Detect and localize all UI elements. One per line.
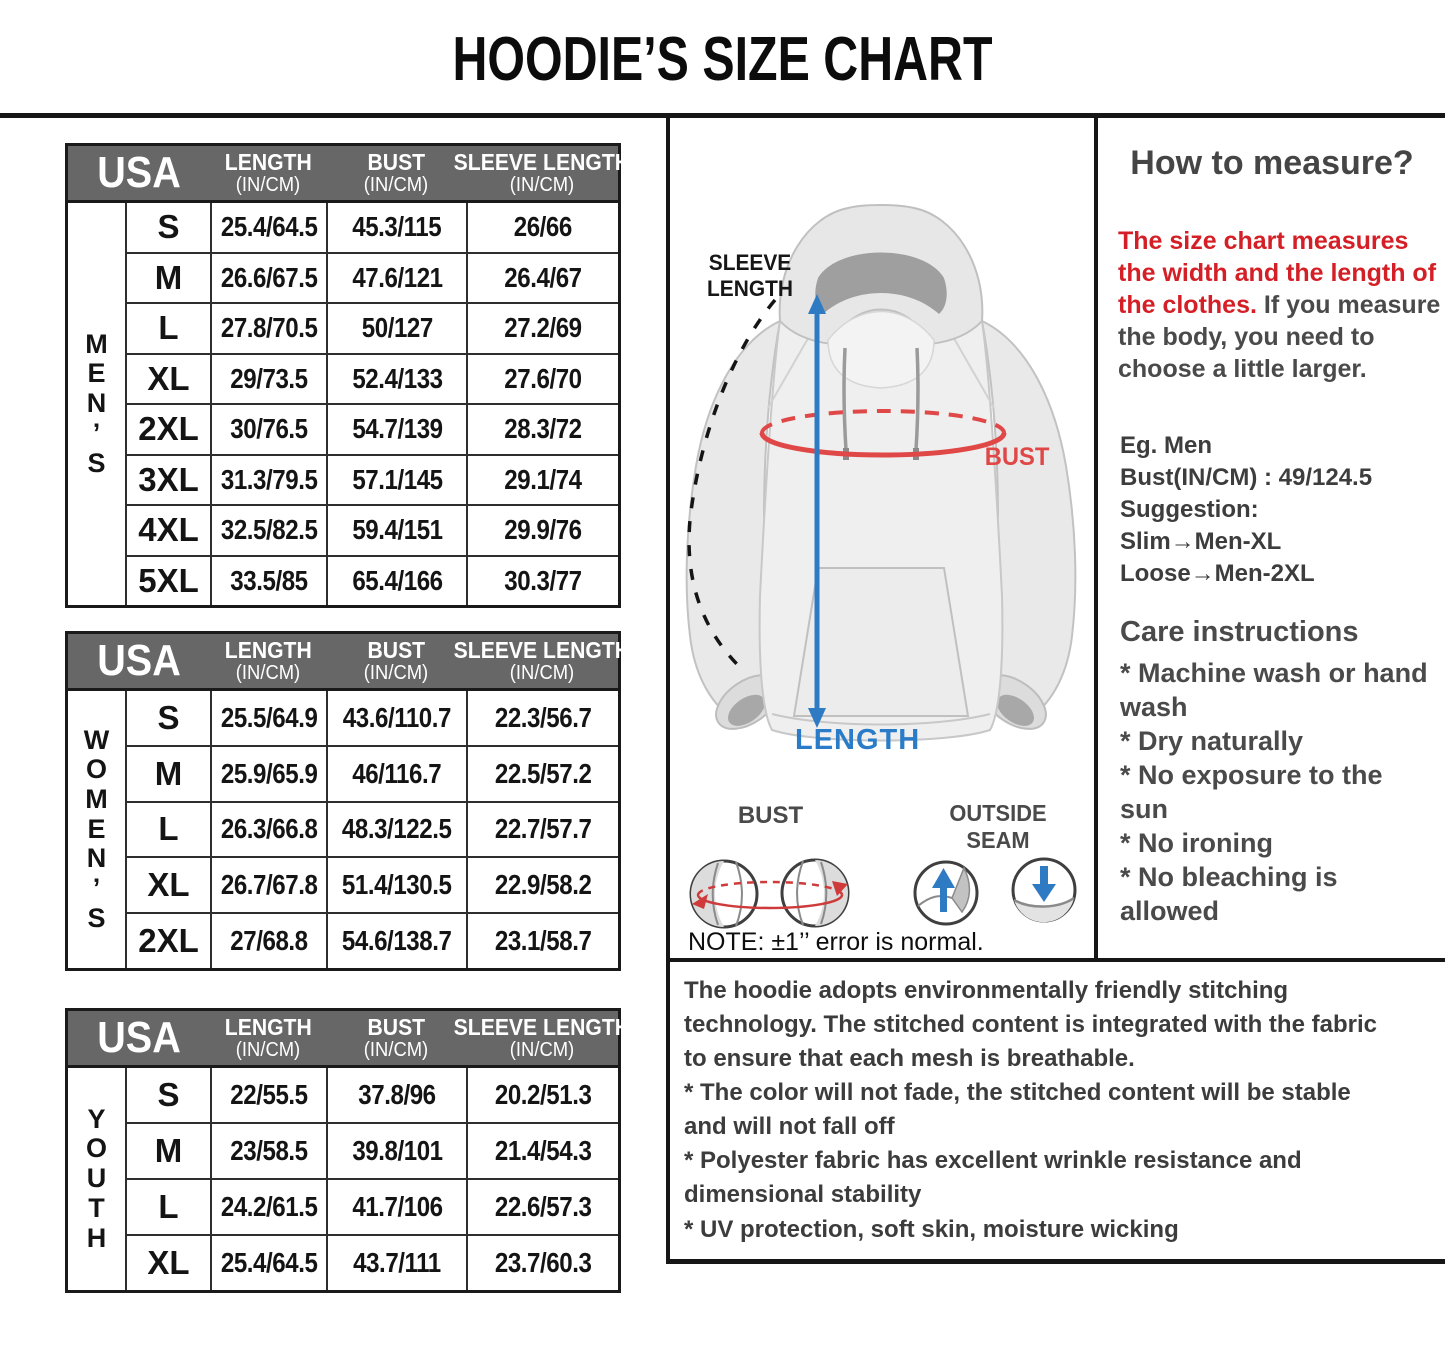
- table-rows: [127, 203, 618, 605]
- value-cell: 39.8/101: [326, 1124, 466, 1178]
- header-sleeve-length: [453, 1014, 631, 1061]
- table-row: [127, 1234, 618, 1290]
- drawstring-right: [916, 348, 918, 450]
- value-cell: 25.4/64.5: [210, 1236, 326, 1290]
- value-cell: 50/127: [326, 304, 466, 353]
- value-cell: 37.8/96: [326, 1068, 466, 1122]
- example-line: Bust(IN/CM) : 49/124.5: [1120, 463, 1373, 491]
- value-cell: 32.5/82.5: [210, 506, 326, 555]
- value-cell: 27.8/70.5: [210, 304, 326, 353]
- header-sleeve-length-unit: (IN/CM): [509, 173, 575, 196]
- group-letter: E: [87, 813, 106, 844]
- table-row: [127, 403, 618, 454]
- table-rows: [127, 691, 618, 968]
- value-cell: 33.5/85: [210, 557, 326, 606]
- header-sleeve-length-unit: (IN/CM): [509, 1038, 575, 1061]
- measure-note-gray: If you measure the body, you need to choose a little larger.: [1118, 291, 1441, 383]
- table-row: [127, 555, 618, 606]
- value-cell: 22.5/57.2: [466, 747, 618, 801]
- fabric-note-line: * UV protection, soft skin, moisture wicking: [684, 1215, 1179, 1243]
- value-cell: 29/73.5: [210, 355, 326, 404]
- page-title: HOODIE’S SIZE CHART: [452, 25, 993, 94]
- header-length: [210, 151, 326, 195]
- group-letter: M: [85, 783, 108, 814]
- value-cell: 26/66: [466, 203, 618, 252]
- header-bust-unit: (IN/CM): [363, 661, 429, 684]
- bust-measure-icon-left: [691, 861, 757, 927]
- group-letter: T: [88, 1192, 105, 1223]
- value-cell: 25.5/64.9: [210, 691, 326, 745]
- group-label: [68, 1068, 127, 1290]
- header-bust: [326, 151, 466, 195]
- size-cell: XL: [147, 359, 190, 397]
- size-cell: M: [154, 754, 183, 792]
- table-row: [127, 801, 618, 857]
- value-cell: 27.2/69: [466, 304, 618, 353]
- header-sleeve-length-title: SLEEVE LENGTH: [453, 637, 631, 664]
- size-cell: 4XL: [138, 511, 199, 549]
- table-body: [68, 203, 618, 605]
- size-cell: M: [154, 258, 183, 296]
- care-item: * Dry naturally: [1120, 726, 1304, 757]
- value-cell: 57.1/145: [326, 456, 466, 505]
- table-row: [127, 1068, 618, 1122]
- bottom-rule: [666, 1259, 1445, 1264]
- table-rows: [127, 1068, 618, 1290]
- size-cell: L: [158, 1188, 179, 1225]
- value-cell: 41.7/106: [326, 1180, 466, 1234]
- group-letter: N: [86, 843, 107, 874]
- value-cell: 26.6/67.5: [210, 254, 326, 303]
- size-cell: L: [158, 810, 179, 848]
- table-row: [127, 252, 618, 303]
- group-letter: S: [87, 902, 106, 933]
- example-line: Suggestion:: [1120, 495, 1259, 523]
- value-cell: 47.6/121: [326, 254, 466, 303]
- value-cell: 48.3/122.5: [326, 803, 466, 857]
- value-cell: 46/116.7: [326, 747, 466, 801]
- header-bust-unit: (IN/CM): [363, 1038, 429, 1061]
- value-cell: 54.7/139: [326, 405, 466, 454]
- header-length-title: LENGTH: [224, 637, 312, 664]
- value-cell: 25.4/64.5: [210, 203, 326, 252]
- group-letter: W: [83, 724, 110, 755]
- group-letter: N: [86, 388, 107, 419]
- value-cell: 26.7/67.8: [210, 858, 326, 912]
- header-length-unit: (IN/CM): [235, 173, 301, 196]
- care-item: * No exposure to the sun: [1120, 760, 1383, 825]
- value-cell: 23.1/58.7: [466, 914, 618, 968]
- value-cell: 22.6/57.3: [466, 1180, 618, 1234]
- value-cell: 22.7/57.7: [466, 803, 618, 857]
- value-cell: 23.7/60.3: [466, 1236, 618, 1290]
- size-cell: L: [158, 309, 179, 347]
- table-row: [127, 745, 618, 801]
- header-length: [210, 639, 326, 683]
- fabric-notes: [684, 974, 1390, 1247]
- group-letter: U: [86, 1163, 107, 1194]
- fabric-note-line: * Polyester fabric has excellent wrinkle resistance and dimensional stability: [684, 1147, 1302, 1209]
- value-cell: 20.2/51.3: [466, 1068, 618, 1122]
- outside-seam-fold-icon: [915, 862, 977, 924]
- value-cell: 51.4/130.5: [326, 858, 466, 912]
- value-cell: 22/55.5: [210, 1068, 326, 1122]
- value-cell: 31.3/79.5: [210, 456, 326, 505]
- size-cell: 3XL: [138, 460, 199, 498]
- example-line: Slim→Men-XL: [1120, 527, 1282, 555]
- how-to-measure-paragraph: [1118, 225, 1445, 385]
- table-header: [68, 1011, 631, 1068]
- table-row: [127, 856, 618, 912]
- table-row: [127, 353, 618, 404]
- header-sleeve-length-title: SLEEVE LENGTH: [453, 149, 631, 176]
- header-sleeve-length-unit: (IN/CM): [509, 661, 575, 684]
- value-cell: 27.6/70: [466, 355, 618, 404]
- value-cell: 52.4/133: [326, 355, 466, 404]
- how-to-measure-heading: How to measure?: [1130, 144, 1414, 182]
- drawstring-left: [844, 348, 846, 450]
- header-sleeve-length: [453, 637, 631, 684]
- group-letter: Y: [87, 1103, 106, 1134]
- value-cell: 30/76.5: [210, 405, 326, 454]
- table-row: [127, 691, 618, 745]
- note-text: NOTE: ±1’’ error is normal.: [688, 928, 984, 956]
- care-item: * No ironing: [1120, 828, 1273, 859]
- header-bust: [326, 639, 466, 683]
- group-letter: M: [85, 328, 108, 359]
- header-bust: [326, 1016, 466, 1060]
- header-sleeve-length: [453, 149, 631, 196]
- value-cell: 29.1/74: [466, 456, 618, 505]
- table-row: [127, 912, 618, 968]
- size-cell: XL: [147, 1244, 190, 1281]
- header-length-unit: (IN/CM): [235, 661, 301, 684]
- care-instructions-heading: Care instructions: [1120, 616, 1359, 648]
- size-table-1: [65, 631, 631, 971]
- value-cell: 25.9/65.9: [210, 747, 326, 801]
- value-cell: 24.2/61.5: [210, 1180, 326, 1234]
- value-cell: 45.3/115: [326, 203, 466, 252]
- measure-note-red: The size chart measures the width and the length of the clothes.: [1118, 227, 1437, 319]
- outside-seam-label: OUTSIDE SEAM: [949, 800, 1047, 853]
- value-cell: 65.4/166: [326, 557, 466, 606]
- table-row: [127, 504, 618, 555]
- size-table-0: [65, 143, 631, 608]
- group-label: [68, 203, 127, 605]
- value-cell: 27/68.8: [210, 914, 326, 968]
- header-usa: USA: [97, 148, 181, 197]
- header-length-unit: (IN/CM): [235, 1038, 301, 1061]
- header-bust-unit: (IN/CM): [363, 173, 429, 196]
- size-cell: 2XL: [138, 410, 199, 448]
- group-letter: S: [87, 447, 106, 478]
- value-cell: 22.9/58.2: [466, 858, 618, 912]
- group-letter: O: [85, 754, 107, 785]
- group-letter: O: [85, 1133, 107, 1164]
- fabric-note-line: * The color will not fade, the stitched content will be stable and will not fall off: [684, 1079, 1351, 1141]
- table-row: [127, 454, 618, 505]
- header-bust-title: BUST: [367, 149, 425, 176]
- table-header: [68, 634, 631, 691]
- value-cell: 59.4/151: [326, 506, 466, 555]
- value-cell: 43.7/111: [326, 1236, 466, 1290]
- length-label: LENGTH: [795, 724, 921, 756]
- sleeve-length-label: SLEEVE LENGTH: [707, 250, 793, 301]
- table-body: [68, 1068, 618, 1290]
- size-cell: S: [157, 1076, 180, 1113]
- value-cell: 22.3/56.7: [466, 691, 618, 745]
- value-cell: 54.6/138.7: [326, 914, 466, 968]
- group-letter: ’: [92, 417, 101, 448]
- fabric-note-line: The hoodie adopts environmentally friendly stitching technology. The stitched content is integrated with the fabric to ensure that each mesh is breathable.: [684, 977, 1377, 1073]
- value-cell: 21.4/54.3: [466, 1124, 618, 1178]
- value-cell: 28.3/72: [466, 405, 618, 454]
- size-cell: XL: [147, 866, 190, 904]
- hoodie-pocket: [794, 568, 968, 716]
- example-line: Eg. Men: [1120, 432, 1213, 459]
- size-cell: 5XL: [138, 561, 199, 599]
- group-letter: E: [87, 358, 106, 389]
- header-length: [210, 1016, 326, 1060]
- value-cell: 26.3/66.8: [210, 803, 326, 857]
- value-cell: 29.9/76: [466, 506, 618, 555]
- care-item: * Machine wash or hand wash: [1120, 658, 1428, 723]
- header-sleeve-length-title: SLEEVE LENGTH: [453, 1014, 631, 1041]
- value-cell: 23/58.5: [210, 1124, 326, 1178]
- header-bust-title: BUST: [367, 637, 425, 664]
- header-usa: USA: [97, 1013, 181, 1062]
- header-length-title: LENGTH: [224, 1014, 312, 1041]
- care-instructions-list: [1120, 656, 1430, 928]
- table-row: [127, 203, 618, 252]
- size-cell: S: [157, 208, 180, 246]
- value-cell: 43.6/110.7: [326, 691, 466, 745]
- bust-label: BUST: [984, 443, 1050, 471]
- group-letter: ’: [92, 873, 101, 904]
- group-letter: H: [86, 1222, 107, 1253]
- group-label: [68, 691, 127, 968]
- table-row: [127, 1122, 618, 1178]
- example-line: Loose→Men-2XL: [1120, 559, 1315, 587]
- size-cell: 2XL: [138, 922, 199, 960]
- table-row: [127, 1178, 618, 1234]
- size-cell: M: [154, 1132, 183, 1169]
- header-usa: USA: [97, 636, 181, 685]
- table-row: [127, 302, 618, 353]
- example-block: [1120, 430, 1372, 590]
- header-length-title: LENGTH: [224, 149, 312, 176]
- table-body: [68, 691, 618, 968]
- size-table-2: [65, 1008, 631, 1293]
- size-cell: S: [157, 698, 180, 736]
- header-bust-title: BUST: [367, 1014, 425, 1041]
- value-cell: 26.4/67: [466, 254, 618, 303]
- table-header: [68, 146, 631, 203]
- outside-seam-arrow-icon: [1013, 859, 1075, 922]
- value-cell: 30.3/77: [466, 557, 618, 606]
- bust-icon-label: BUST: [737, 802, 804, 829]
- care-item: * No bleaching is allowed: [1120, 862, 1338, 927]
